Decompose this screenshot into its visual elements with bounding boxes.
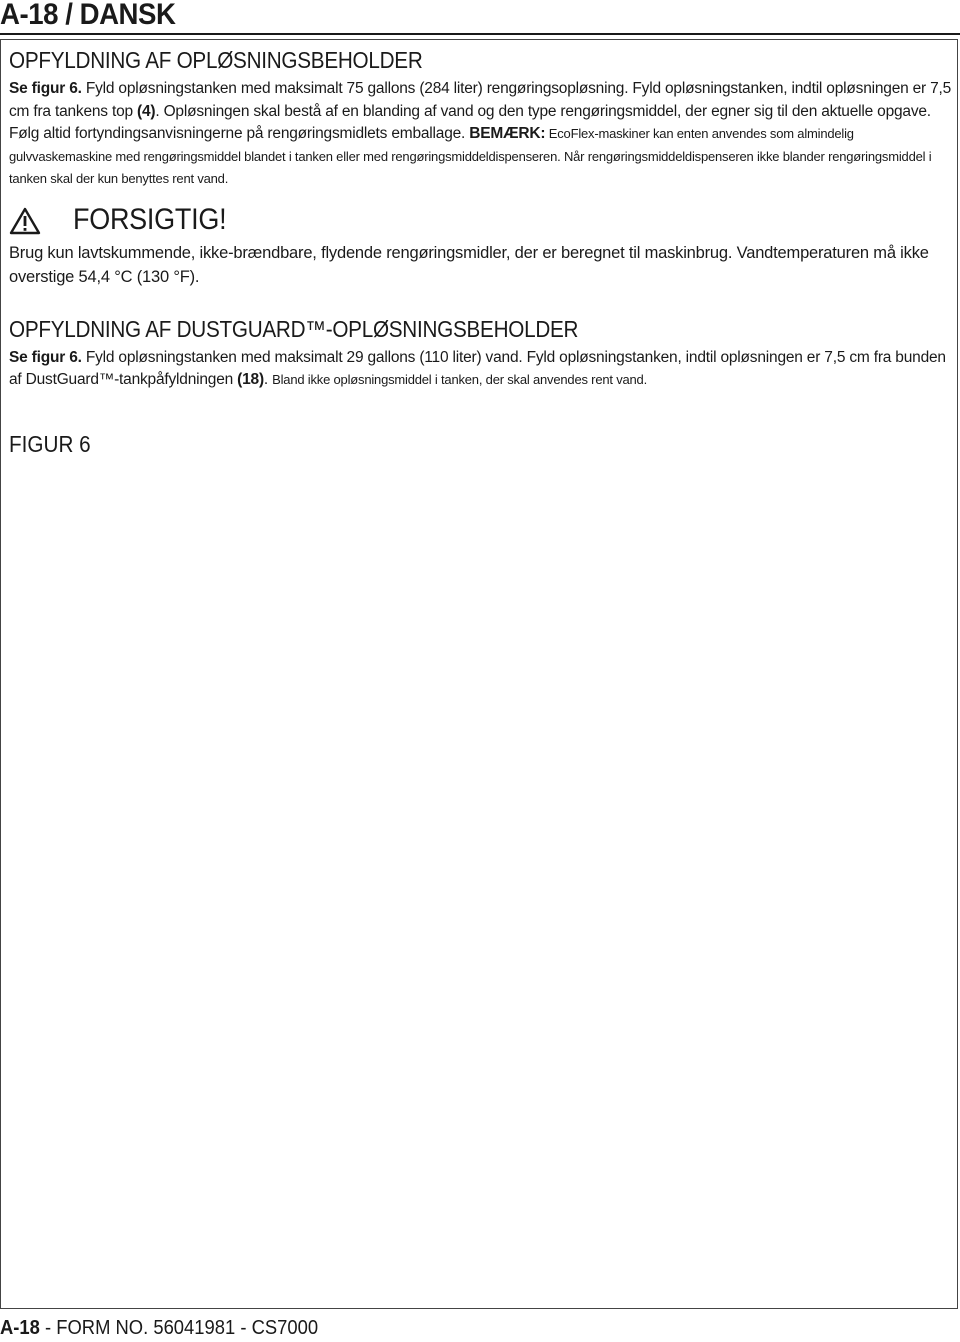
- note-label: BEMÆRK:: [469, 125, 546, 142]
- section-dustguard: [9, 315, 953, 392]
- caution-text: Brug kun lavtskummende, ikke-brændbare, flydende rengøringsmidler, der er beregnet til maskinbrug. Vandtemperaturen må ikke overstige 54,4 °C (130 °F).: [9, 243, 929, 286]
- paragraph-text: . Opløsningen skal bestå af en blanding af vand og den type rengøringsmiddel, der egner sig til den aktuelle opgave. Følg altid fortyndingsanvisningerne på rengøringsmidlets emballage.: [9, 102, 931, 142]
- figure-reference: Se figur 6.: [9, 80, 82, 97]
- section-paragraph-solution-tank: [9, 78, 953, 191]
- note-text: EcoFlex-maskiner kan enten anvendes som almindelig gulvvaskemaskine med rengøringsmiddel blandet i tanken eller med rengøringsmiddeldispenseren. Når rengøringsmiddeldispenseren ikke blander rengøringsmiddel i tanken skal der kun benyttes rent vand.: [9, 126, 932, 186]
- page-title: A-18 / DANSK: [0, 0, 176, 31]
- section-heading-solution-tank: OPFYLDNING AF OPLØSNINGSBEHOLDER: [9, 47, 423, 73]
- caution-block: [9, 203, 953, 241]
- header-rule: [0, 33, 960, 35]
- paragraph-text: Fyld opløsningstanken med maksimalt 29 gallons (110 liter) vand. Fyld opløsningstanken, indtil opløsningen er 7,5 cm fra bunden af DustGuard™-tankpåfyldningen: [9, 348, 946, 388]
- paragraph-small-text: Bland ikke opløsningsmiddel i tanken, der skal anvendes rent vand.: [272, 372, 647, 387]
- footer-form-number: - FORM NO. 56041981 - CS7000: [39, 1317, 319, 1339]
- main-content: [9, 46, 953, 458]
- figure-reference: Se figur 6.: [9, 348, 82, 366]
- page-header: [0, 0, 960, 36]
- paragraph-text: Fyld opløsningstanken med maksimalt 75 gallons (284 liter) rengøringsopløsning. Fyld opløsningstanken, indtil opløsningen er 7,5 cm fra tankens top: [9, 80, 952, 120]
- figure-label: FIGUR 6: [9, 430, 91, 457]
- caution-title: FORSIGTIG!: [73, 202, 227, 236]
- footer-page-number: A-18: [0, 1317, 40, 1339]
- section-paragraph-dustguard: [9, 347, 953, 392]
- part-number-ref: (4): [137, 102, 156, 120]
- page-footer: [0, 1316, 318, 1340]
- section-heading-dustguard: OPFYLDNING AF DUSTGUARD™-OPLØSNINGSBEHOLDER: [9, 315, 579, 342]
- paragraph-text: .: [263, 371, 273, 388]
- part-number-ref: (18): [237, 371, 264, 388]
- warning-triangle-icon: [9, 207, 41, 235]
